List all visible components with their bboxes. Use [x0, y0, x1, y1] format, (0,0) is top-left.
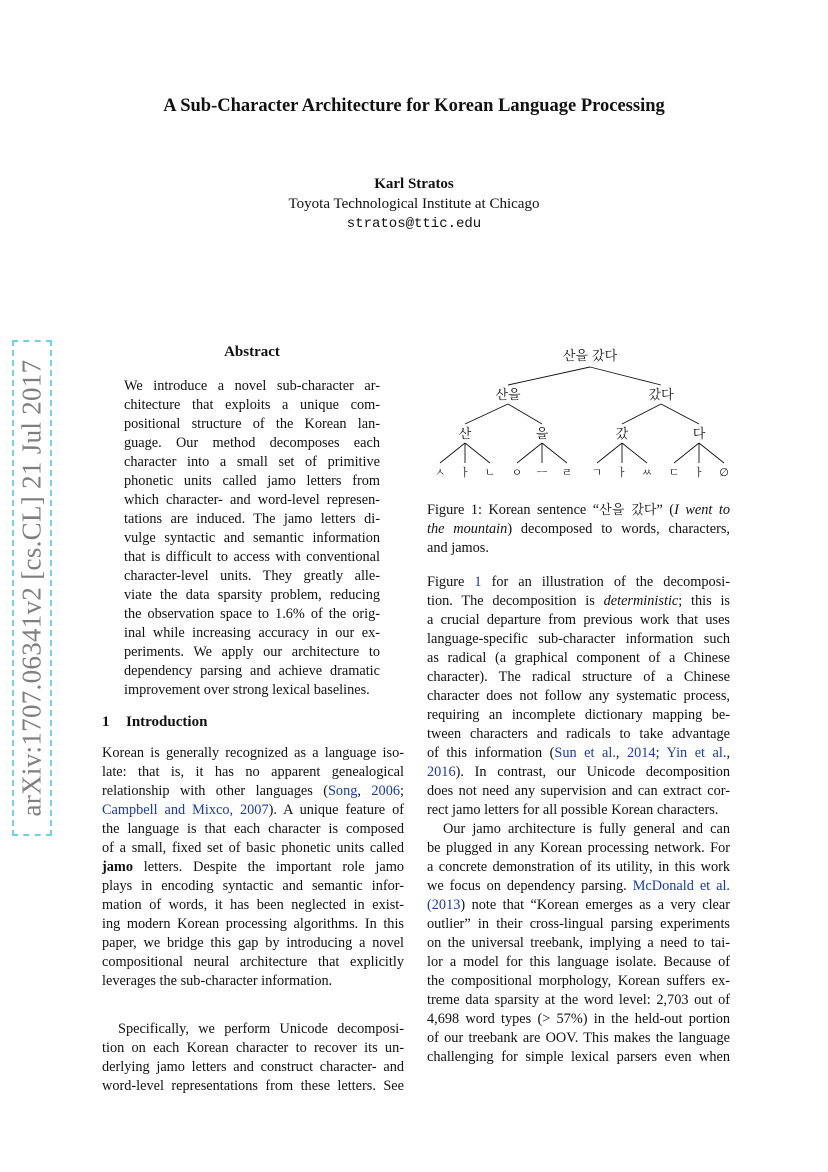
abstract-line: chitecture that exploits a unique com- — [124, 397, 380, 413]
tree-jamo-leaf: ㅏ — [693, 466, 705, 479]
abstract-line: the observation space to 1.6% of the orig- — [124, 606, 380, 622]
abstract-line: inal while increasing accuracy in our ex- — [124, 625, 380, 641]
tree-jamo-leaf: ㅏ — [459, 466, 471, 479]
figure-ref-link[interactable]: 1 — [474, 574, 482, 590]
citation-link-sun-year[interactable]: 2014 — [626, 745, 656, 761]
citation-year-text: 2013 — [431, 897, 461, 913]
text-line: tween characters and radicals to take advantage — [427, 726, 730, 742]
caption-italic: I went to — [674, 502, 730, 518]
text-line: relationship with other languages (Song, 2006; — [102, 783, 404, 799]
tree-edges — [440, 367, 724, 463]
citation-link-song-year[interactable]: 2006 — [371, 783, 400, 799]
text-line: character does not follow any systematic process, — [427, 688, 730, 704]
figure-1-decomposition-tree — [426, 340, 732, 485]
text-line: outlier” in their cross-lingual parsing experiments — [427, 916, 730, 932]
text-line: the compositional morphology, Korean suffers ex- — [427, 973, 730, 989]
abstract-line: phonetic units called jamo letters from — [124, 473, 380, 489]
tree-char-node: 갔 — [615, 427, 629, 442]
tree-jamo-leaf: ㅇ — [511, 466, 523, 479]
author-affiliation: Toyota Technological Institute at Chicago — [288, 196, 540, 212]
tree-jamo-leaf: ㅏ — [616, 466, 628, 479]
text-line: leverages the sub-character information. — [102, 973, 333, 989]
text-line: ing modern Korean processing algorithms. In this — [102, 916, 404, 932]
section-title: Introduction — [126, 714, 208, 730]
text-line: challenging for simple lexical parsers even when — [427, 1049, 730, 1065]
text-line: does not need any supervision and can extract cor- — [427, 783, 730, 799]
abstract-line: character into a small set of primitive — [124, 454, 380, 470]
text-line: lor a model for this language isolate. Because of — [427, 954, 730, 970]
tree-jamo-leaf: ㄷ — [668, 466, 680, 479]
text-line: 4,698 word types (> 57%) in the held-out portion — [427, 1011, 730, 1027]
citation-link-sun[interactable]: Sun et al. — [554, 745, 616, 761]
abstract-body — [124, 377, 380, 700]
caption-label: Figure 1: Korean sentence “ — [427, 502, 600, 518]
text-line: a concrete demonstration of its utility, in this work — [427, 859, 730, 875]
text-line — [427, 763, 730, 782]
text-line: rect jamo letters for all possible Korean characters. — [427, 802, 719, 818]
author-name: Karl Stratos — [374, 176, 454, 192]
text-run: letters. Despite the important role jamo — [132, 859, 404, 875]
caption-line: and jamos. — [427, 540, 489, 556]
abstract-line: improvement over strong lexical baselines. — [124, 682, 370, 698]
abstract-heading: Abstract — [224, 344, 280, 360]
text-line: on the universal treebank, implying a need to tai- — [427, 935, 730, 951]
citation-link-song[interactable]: Song — [327, 783, 358, 799]
text-line: the language is that each character is composed — [102, 821, 404, 837]
citation-link-yin[interactable]: Yin et al. — [666, 745, 727, 761]
text-run: tion. The decomposition is — [427, 593, 604, 609]
text-line: a crucial departure from previous work that uses — [427, 612, 730, 628]
arxiv-identifier[interactable]: arXiv:1707.06341v2 [cs.CL] 21 Jul 2017 — [16, 359, 47, 817]
citation-link-campbell[interactable]: Campbell and Mixco, 2007 — [102, 802, 269, 818]
text-line: plays in encoding syntactic and semantic infor- — [102, 878, 404, 894]
text-line — [427, 877, 730, 896]
tree-jamo-leaf: ㅅ — [434, 466, 446, 479]
tree-jamo-leaf: ㅡ — [536, 466, 548, 479]
abstract-line: vulge syntactic and semantic information — [124, 530, 380, 546]
figure-1-caption — [427, 501, 730, 558]
citation-link-mcdonald[interactable]: McDonald et al. — [632, 878, 730, 894]
text-line: compositional neural architecture that explicitly — [102, 954, 404, 970]
abstract-line: tations are induced. The jamo letters di- — [124, 511, 380, 527]
tree-word-node: 산을 — [495, 388, 521, 403]
intro-paragraph-2 — [102, 1020, 404, 1096]
text-run: ) note that “Korean emerges as a very clear — [460, 897, 730, 913]
abstract-line: positional structure of the Korean lan- — [124, 416, 380, 432]
text-line: paper, we bridge this gap by introducing a novel — [102, 935, 404, 951]
text-run: relationship with other languages ( — [102, 783, 328, 799]
text-line: Korean is generally recognized as a language iso- — [102, 745, 404, 761]
tree-char-node: 다 — [692, 427, 706, 442]
text-line: word-level representations from these letters. See — [102, 1078, 404, 1094]
italic-term: deterministic — [603, 593, 679, 609]
text-line: of a small, fixed set of basic phonetic units called — [102, 840, 404, 856]
text-run: we focus on dependency parsing. — [427, 878, 633, 894]
citation-link-mcdonald-year[interactable]: (2013 — [427, 897, 461, 913]
text-line: of this information (Sun et al., 2014; Yin et al., — [427, 745, 731, 761]
section-heading-introduction — [102, 714, 207, 731]
text-line: requiring an incomplete dictionary mapping be- — [427, 707, 730, 723]
section-number: 1 — [102, 714, 110, 730]
abstract-line: guage. Our method decomposes each — [124, 435, 380, 451]
right-paragraph-2 — [427, 820, 730, 1067]
abstract-line: that is difficult to access with conventional — [124, 549, 380, 565]
tree-char-node: 을 — [535, 427, 549, 442]
abstract-line: which character- and word-level represen- — [124, 492, 380, 508]
text-line: mation of words, it has been neglected in exist- — [102, 897, 404, 913]
text-line — [102, 858, 404, 877]
text-run: ). In contrast, our Unicode decomposition — [455, 764, 730, 780]
text-line: of our treebank are OOV. This makes the language — [427, 1030, 730, 1046]
tree-root-sentence: 산을 갔다 — [562, 349, 618, 364]
text-line — [427, 896, 730, 915]
text-run: Figure — [427, 574, 465, 590]
text-line: as radical (a graphical component of a Chinese — [427, 650, 730, 666]
abstract-line: dependency parsing and achieve dramatic — [124, 663, 380, 679]
text-line: tion on each Korean character to recover its un- — [102, 1040, 404, 1056]
caption-line — [427, 501, 730, 520]
right-paragraph-1 — [427, 573, 730, 820]
text-line: Our jamo architecture is fully general and can — [443, 821, 730, 837]
caption-line — [427, 520, 730, 539]
tree-jamo-leaf: ㄱ — [591, 466, 603, 479]
tree-jamo-leaf: ㅆ — [641, 466, 653, 479]
tree-jamo-leaf: ㄴ — [484, 466, 496, 479]
text-line — [427, 573, 730, 592]
tree-word-node: 갔다 — [648, 388, 674, 403]
text-line: Specifically, we perform Unicode decomposi- — [118, 1021, 404, 1037]
abstract-line: We introduce a novel sub-character ar- — [124, 378, 380, 394]
abstract-line: viate the data sparsity problem, reducing — [124, 587, 380, 603]
abstract-line: periments. We apply our architecture to — [124, 644, 380, 660]
text-run: ). A unique feature of — [268, 802, 404, 818]
citation-link-yin-year[interactable]: 2016 — [427, 764, 456, 780]
tree-char-node: 산 — [458, 427, 472, 442]
text-run: ; this is — [678, 593, 730, 609]
intro-paragraph-1 — [102, 744, 404, 991]
text-run: for an illustration of the decomposi- — [481, 574, 730, 590]
abstract-line: character-level units. They greatly alle- — [124, 568, 380, 584]
bold-term-jamo: jamo — [102, 859, 133, 875]
tree-jamo-leaf: ∅ — [719, 466, 729, 479]
text-line: derlying jamo letters and construct character- and — [102, 1059, 404, 1075]
author-email[interactable]: stratos@ttic.edu — [346, 216, 482, 232]
caption-italic: the mountain — [427, 521, 508, 537]
text-line: language-specific sub-character information such — [427, 631, 730, 647]
text-line: be plugged in any Korean processing network. For — [427, 840, 730, 856]
text-line: treme data sparsity at the word level: 2,703 out of — [427, 992, 730, 1008]
caption-korean: 산을 갔다 — [599, 503, 657, 518]
text-line: late: that is, it has no apparent genealogical — [102, 764, 404, 780]
caption-run: ” ( — [656, 502, 675, 518]
caption-run: ) decomposed to words, characters, — [507, 521, 730, 537]
tree-jamo-leaf: ㄹ — [561, 466, 573, 479]
paper-title: A Sub-Character Architecture for Korean Language Processing — [163, 96, 665, 116]
text-line: character). The radical structure of a Chinese — [427, 669, 730, 685]
text-run: of this information ( — [427, 745, 555, 761]
text-line — [427, 592, 730, 611]
text-line — [102, 801, 404, 820]
